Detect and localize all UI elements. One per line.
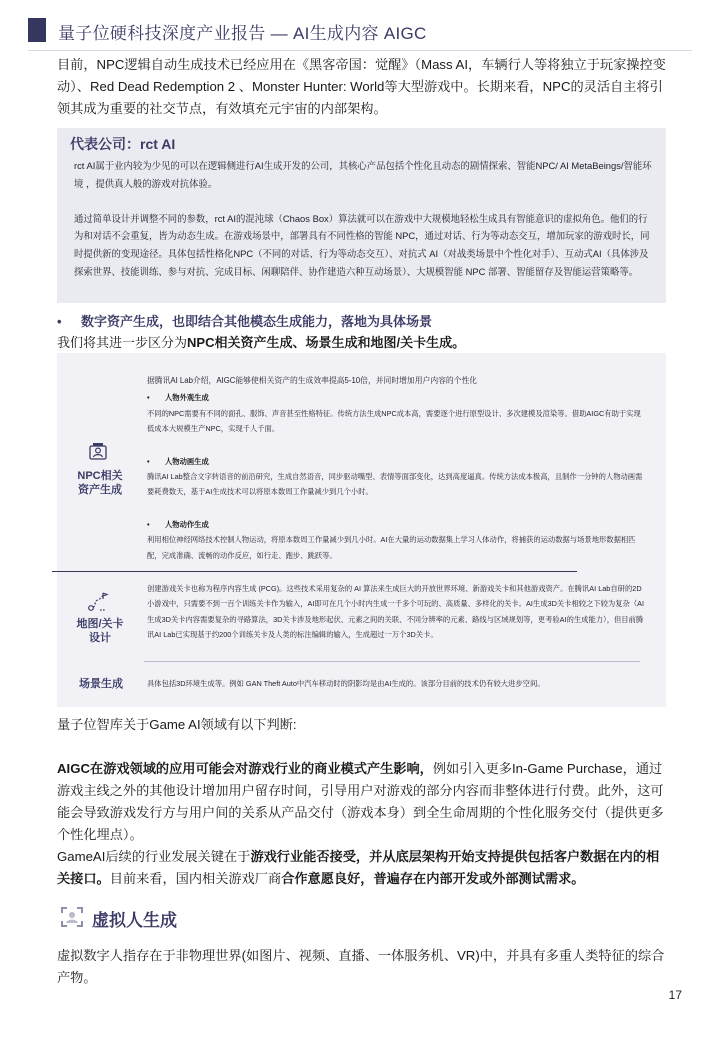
outro-paragraph: 虚拟数字人指存在于非物理世界(如图片、视频、直播、一体服务机、VR)中，并具有多重人类特征的综合产物。 bbox=[57, 948, 665, 985]
npc-sub-dot: • bbox=[147, 393, 150, 403]
bullet-heading bbox=[57, 311, 432, 330]
npc-appearance-text: 不同的NPC需要有不同的面孔、服饰、声音甚至性格特征。传统方法生成NPC成本高，需要逐个进行原型设计、多次建模及渲染等。借助AIGC有助于实现低成本大规模生产NPC，实现千人千面。 bbox=[147, 408, 641, 434]
npc-label-line2: 资产生成 bbox=[78, 484, 122, 496]
report-header bbox=[28, 18, 692, 46]
report-title: 量子位硬科技深度产业报告 — AI生成内容 AIGC bbox=[58, 24, 427, 43]
judgment-1-rest: 例如引入更多In-Game Purchase，通过游戏主线之外的其他设计增加用户留存时间，引导用户对游戏的部分内容而非整体进行付费。此外，这可能会导致游戏发行方与用户间的关系从产品交付（游戏本身）到全生命周期的个性化服务交付（提供更多个性化埋点）。 bbox=[57, 761, 664, 842]
npc-sub-dot: • bbox=[147, 456, 150, 466]
npc-sub-animation-title: 人物动画生成 bbox=[165, 456, 209, 466]
judgment-1 bbox=[57, 758, 669, 846]
npc-sub-motion bbox=[147, 517, 647, 532]
judgment-2 bbox=[57, 846, 669, 890]
npc-sub-dot: • bbox=[147, 519, 150, 529]
asset-generation-table bbox=[57, 353, 666, 707]
company-paragraph-1: rct AI属于业内较为少见的可以在逻辑侧进行AI生成开发的公司，其核心产品包括个性化且动态的剧情探索、智能NPC/ AI MetaBeings/智能环境 ，提供真人般的游戏对抗体验。 bbox=[74, 160, 652, 189]
npc-sub-appearance-title: 人物外观生成 bbox=[165, 393, 209, 403]
intro-paragraph: 目前，NPC逻辑自动生成技术已经应用在《黑客帝国：觉醒》（Mass AI，车辆行人等将独立于玩家操控变动）、Red Dead Redemption 2 、Monster Hunter: World等大型游戏中。长期来看，NPC的灵活自主将引领其成为重要的社交节点，有效填充元宇宙的内部架构。 bbox=[57, 57, 666, 116]
judgment-2-d: 合作意愿良好，普遍存在内部开发或外部测试需求。 bbox=[281, 871, 585, 886]
npc-sub-motion-title: 人物动作生成 bbox=[165, 519, 209, 529]
judgment-2-a: GameAI后续的行业发展关键在于 bbox=[57, 849, 251, 864]
row-divider-1 bbox=[52, 571, 577, 572]
npc-animation-text: 腾讯AI Lab整合文字转语音的前沿研究，生成自然语音，同步驱动嘴型、表情等面部变化，达到高度逼真。传统方法成本极高，且制作一分钟的人物动画需要耗费数天，基于AI生成技术可以将原本数周工作量减少到几个小时。 bbox=[147, 472, 643, 497]
judgment-2-b: 游戏行业能否接受，并从底层架构开始支持提供包括客户数据在内的相关接口。 bbox=[57, 849, 660, 886]
npc-intro: 据腾讯AI Lab介绍，AIGC能够使相关资产的生成效率提高5-10倍，并同时增加用户内容的个性化 bbox=[147, 376, 478, 385]
map-route-icon bbox=[86, 591, 110, 615]
map-text: 创建游戏关卡也称为程序内容生成 (PCG)。这些技术采用复杂的 AI 算法来生成巨大的开放世界环境、新游戏关卡和其他游戏资产。在腾讯AI Lab自研的2D小游戏中，只需要不到一百个训练关卡作为输入，AI即可在几个小时内生成一千多个可玩的、高质量、多样化的关卡。AI生成3D关卡相较之下较为复杂（AI生成3D关卡内容需要复杂的寻路算法，3D关卡涉及地形起伏、元素之间的关联、不同分辨率的元素、路线与区域规划等，更考验AI的生成能力），但目前腾讯AI Lab已实现基于约200个训练关卡及人类的标注编辑的输入，生成超过一万个3D关卡。 bbox=[147, 584, 645, 640]
sub-intro-prefix: 我们将其进一步区分为 bbox=[57, 335, 188, 350]
company-paragraph-2: 通过简单设计并调整不同的参数，rct AI的混沌球（Chaos Box）算法就可以在游戏中大规模地轻松生成具有智能意识的虚拟角色。他们的行为和对话不会重复，皆为动态生成。在游戏场景中，部署具有不同性格的智能 NPC，通过对话、行为等动态交互，增加玩家的游戏时长，同时提供新的变现途径。具体包括性格化NPC（不同的对话、行为等动态交互）、对抗式 AI（对战类场景中个性化对手）、互动式AI（具体涉及探索世界、技能训练、参与对抗、完成目标、闲聊陪伴、协作建造六种互动场景）、大规模智能 NPC 部署、智能留存及智能运营策略等。 bbox=[74, 212, 650, 277]
header-square-mark bbox=[28, 18, 46, 42]
map-label-line1: 地图/关卡 bbox=[76, 618, 124, 630]
npc-motion-text: 利用相位神经网络技术控制人物运动，将原本数周工作量减少到几小时。AI在大量的运动数据集上学习人体动作，将捕获的运动数据与场景地形数据相匹配，完成准确、流畅的动作反应，如行走、跑步、跳跃等。 bbox=[147, 535, 636, 560]
npc-sub-animation bbox=[147, 454, 647, 469]
sub-intro bbox=[57, 332, 669, 354]
section-virtual-human-title: 虚拟人生成 bbox=[92, 911, 177, 930]
page-number: 17 bbox=[668, 988, 682, 1002]
scene-row-label: 场景生成 bbox=[79, 678, 123, 690]
row-divider-2 bbox=[144, 661, 640, 662]
npc-row-content bbox=[147, 373, 647, 563]
scene-text: 具体包括3D环境生成等。例如 GAN Theft Auto中汽车移动时的阴影均是由AI生成的。该部分目前的技术仍有较大进步空间。 bbox=[147, 679, 545, 688]
bullet-text: 数字资产生成，也即结合其他模态生成能力，落地为具体场景 bbox=[81, 314, 433, 329]
judgment-1-bold: AIGC在游戏领域的应用可能会对游戏行业的商业模式产生影响， bbox=[57, 761, 433, 776]
company-panel bbox=[57, 128, 666, 303]
scene-row-content bbox=[147, 676, 647, 691]
header-divider bbox=[28, 50, 692, 51]
judgment-2-c: 目前来看，国内相关游戏厂商 bbox=[109, 871, 282, 886]
judgment-title: 量子位智库关于Game AI领域有以下判断: bbox=[57, 717, 297, 732]
npc-label-line1: NPC相关 bbox=[77, 470, 123, 482]
company-description bbox=[74, 157, 652, 281]
npc-person-icon bbox=[87, 441, 109, 463]
npc-row-label bbox=[65, 469, 135, 497]
npc-sub-appearance bbox=[147, 390, 647, 405]
map-row-content bbox=[147, 581, 647, 643]
map-label-line2: 设计 bbox=[89, 632, 111, 644]
face-scan-icon bbox=[60, 905, 84, 929]
sub-intro-bold: NPC相关资产生成、场景生成和地图/关卡生成。 bbox=[187, 335, 466, 350]
company-name: 代表公司：rct AI bbox=[70, 136, 176, 152]
map-row-label bbox=[65, 617, 135, 645]
bullet-dot: • bbox=[57, 314, 62, 329]
